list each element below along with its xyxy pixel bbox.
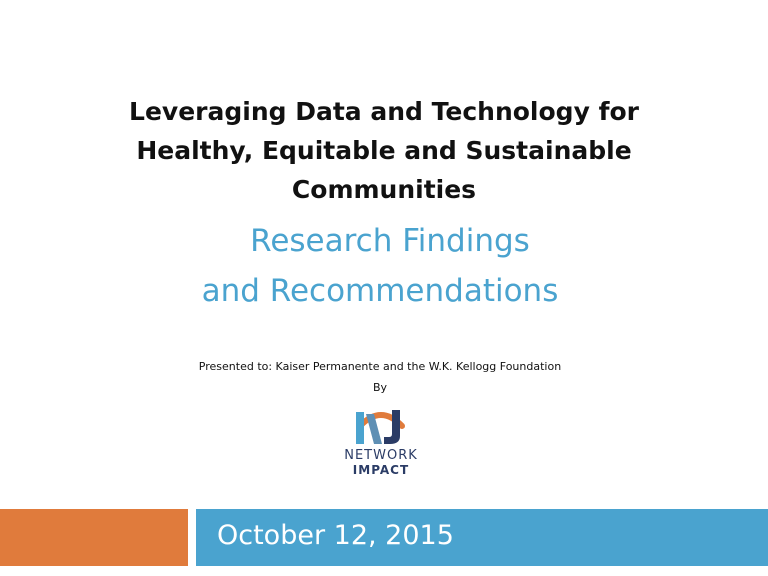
logo-mark-icon [352, 406, 410, 446]
by-text: By [372, 381, 388, 394]
title-line-3: Communities [291, 175, 477, 204]
footer-orange-bar [0, 509, 188, 566]
network-impact-logo [322, 406, 440, 480]
subtitle-line-2: and Recommendations [201, 273, 559, 309]
slide-title [84, 92, 684, 209]
logo-wordmark-impact: IMPACT [352, 463, 410, 477]
subtitle-line-1: Research Findings [250, 223, 530, 259]
presented-to-text: Presented to: Kaiser Permanente and the W.K. Kellogg Foundation [198, 360, 562, 373]
logo-wordmark-network: NETWORK [344, 448, 418, 463]
title-line-2: Healthy, Equitable and Sustainable [136, 136, 632, 165]
title-line-1: Leveraging Data and Technology for [129, 97, 639, 126]
presentation-date: October 12, 2015 [217, 520, 454, 551]
